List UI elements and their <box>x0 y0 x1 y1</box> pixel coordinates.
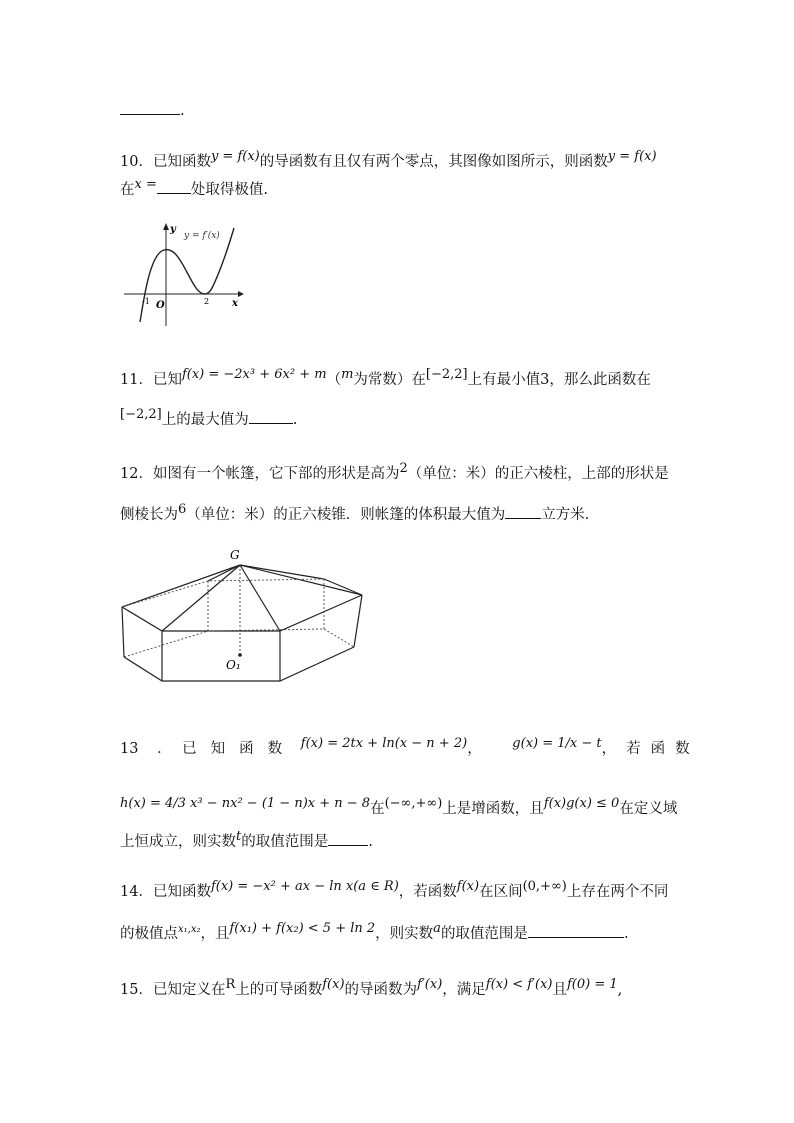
hidden-bottom-back-edge <box>124 629 354 657</box>
apex-label: G <box>230 548 240 562</box>
pyramid-edge <box>122 565 240 607</box>
tent-figure <box>118 545 373 685</box>
q11-line2: [−2,2]上的最大值为 . <box>120 407 298 428</box>
origin-label: O <box>156 300 165 311</box>
q12-line2: 侧棱长为6（单位：米）的正六棱锥．则帐篷的体积最大值为 立方米． <box>120 502 600 523</box>
prism-edge <box>354 595 362 647</box>
answer-blank <box>120 100 180 115</box>
answer-blank <box>157 179 191 194</box>
q14-line2: 的极值点$^{x_1,x_2}$，且f(x₁) + f(x₂) < 5 + ln 2，则实数a的取值范围是 . <box>120 921 629 942</box>
x-axis-arrow-icon <box>238 291 244 297</box>
q15-line1: 15．已知定义在R上的可导函数f(x)的导函数为f′(x)，满足f(x) < f′(x)且f(0) = 1, <box>120 977 623 998</box>
answer-blank <box>249 409 293 424</box>
previous-answer-line: . <box>120 100 185 119</box>
q13-line3: 上恒成立，则实数t的取值范围是 . <box>120 829 373 850</box>
answer-blank <box>505 504 541 519</box>
q13-line2: h(x) = 4/3 x³ − nx² − (1 − n)x + n − 8在(−∞,+∞)上是增函数，且f(x)g(x) ≤ 0在定义域 <box>120 796 678 817</box>
x-axis-label: x <box>232 298 238 309</box>
pyramid-edge <box>162 565 240 631</box>
q11-line1: 11．已知f(x) = −2x³ + 6x² + m（m为常数）在[−2,2]上有最小值3，那么此函数在 <box>120 367 651 388</box>
prism-top-front-edge <box>122 595 362 631</box>
derivative-curve <box>140 228 234 322</box>
tick-label-neg1: -1 <box>142 297 150 306</box>
q10-line2: 在x = 处取得极值. <box>120 177 268 198</box>
q13-line1: 13 ． 已知函数 f(x) = 2tx + ln(x − n + 2)， g(x) = 1/x − t，若函数 <box>120 736 700 757</box>
y-axis-label: y <box>170 224 176 235</box>
y-axis-arrow-icon <box>163 223 169 230</box>
q10-line1: 10．已知函数y = f(x)的导函数有且仅有两个零点，其图像如图所示，则函数y = f(x) <box>120 149 657 170</box>
q14-line1: 14．已知函数f(x) = −x² + ax − ln x(a ∈ R)，若函数f(x)在区间(0,+∞)上存在两个不同 <box>120 879 669 900</box>
derivative-graph <box>120 218 250 330</box>
tick-label-2: 2 <box>204 297 210 306</box>
prism-edge <box>122 607 124 657</box>
pyramid-edge <box>240 565 280 631</box>
hidden-top-back-edge <box>122 579 324 607</box>
base-center-label: O₁ <box>226 658 241 672</box>
pyramid-edge <box>240 565 324 579</box>
answer-blank <box>328 831 368 846</box>
answer-blank <box>528 923 624 938</box>
curve-label: y = f′(x) <box>184 231 220 241</box>
q12-line1: 12．如图有一个帐篷，它下部的形状是高为2（单位：米）的正六棱柱，上部的形状是 <box>120 461 669 482</box>
base-center-point <box>238 653 242 657</box>
